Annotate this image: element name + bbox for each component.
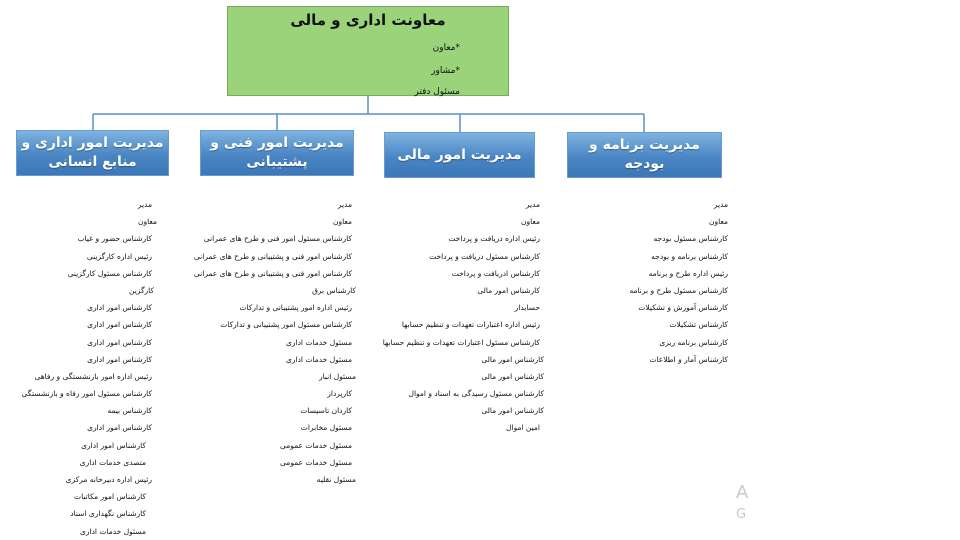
role-item: مسئول انبار <box>318 371 356 381</box>
role-item: کارشناس امور اداری <box>87 354 152 364</box>
dept-box-planning-budget: مدیریت برنامه و بودجه <box>567 132 722 178</box>
role-item: کارشناس مسئول طرح و برنامه <box>629 285 728 295</box>
dept-box-technical-support: مدیریت امور فنی و پشتیبانی <box>200 130 354 176</box>
role-item: کاردان تاسیسات <box>300 406 352 416</box>
role-item: کارشناس مسئول امور فنی و طرح های عمرانی <box>203 234 352 244</box>
role-item: کارپرداز <box>327 389 352 399</box>
role-item: کارشناس نگهداری اسناد <box>70 509 146 519</box>
dept-box-admin-hr: مدیریت امور اداری و منابع انسانی <box>16 130 169 176</box>
role-item: کارشناس مسئول دریافت و پرداخت <box>429 251 540 261</box>
role-item: کارشناس حضور و غیاب <box>77 234 152 244</box>
role-item: کارشناس مسئول امور رفاه و بازنشستگی <box>21 389 152 399</box>
role-item: کارشناس امور اداری <box>87 337 152 347</box>
role-item: کارشناس مسئول بودجه <box>653 234 728 244</box>
role-item: کارشناس مسئول کارگزینی <box>67 268 152 278</box>
role-item: کارشناس امور مالی <box>477 285 540 295</box>
role-item: رئیس اداره امور بازنشستگی و رفاهی <box>34 371 152 381</box>
roles-list-admin-hr <box>21 196 157 540</box>
role-item: کارشناس امور مالی <box>481 406 544 416</box>
role-item: مدیر <box>137 200 152 209</box>
roles-list-financial <box>382 196 544 437</box>
role-item: رئیس اداره دریافت و پرداخت <box>448 234 540 244</box>
role-item: کارشناس برق <box>312 285 356 295</box>
role-item: کارشناس مسئول امور پشتیبانی و تدارکات <box>220 320 352 330</box>
role-item: مسئول خدمات عمومی <box>280 457 352 467</box>
role-item: مدیر <box>525 200 540 209</box>
role-item: کارشناس امور اداری <box>87 303 152 313</box>
dept-box-financial: مدیریت امور مالی <box>384 132 535 178</box>
role-item: کارشناس مسئول اعتبارات تعهدات و تنظیم حسابها <box>382 337 540 347</box>
roles-list-technical-support <box>193 196 356 488</box>
role-item: کارشناس امور مالی <box>481 354 544 364</box>
role-item: کارشناس امور اداری <box>87 423 152 433</box>
role-item: رئیس اداره طرح و برنامه <box>648 268 728 278</box>
role-item: کارشناس امور اداری <box>81 440 146 450</box>
role-item: کارشناس امور اداری <box>87 320 152 330</box>
watermark-line-1: A <box>736 482 749 503</box>
role-item: مسئول خدمات اداری <box>286 354 352 364</box>
role-item: مسئول خدمات اداری <box>80 526 146 536</box>
role-item: کارشناس ادریافت و پرداخت <box>451 268 540 278</box>
role-item: کارشناس بیمه <box>107 406 152 416</box>
role-item: کارشناس مسئول رسیدگی به اسناد و اموال <box>408 389 544 399</box>
role-item: مسئول خدمات اداری <box>286 337 352 347</box>
root-line-advisor: *مشاور <box>431 66 460 76</box>
roles-list-planning-budget <box>629 196 728 368</box>
role-item: مدیر <box>337 200 352 209</box>
root-line-office: مسئول دفتر <box>414 87 460 97</box>
role-item: رئیس اداره کارگزینی <box>86 251 152 261</box>
role-item: کارگزین <box>129 285 154 295</box>
role-item: کارشناس آموزش و تشکیلات <box>638 303 728 313</box>
role-item: رئیس اداره اعتبارات تعهدات و تنظیم حسابها <box>401 320 540 330</box>
role-item: رئیس اداره دبیرخانه مرکزی <box>65 475 152 484</box>
role-item: مسئول مخابرات <box>300 423 352 433</box>
root-title: معاونت اداری و مالی <box>290 11 446 29</box>
role-item: حسابدار <box>514 303 540 313</box>
role-item: کارشناس برنامه ریزی <box>659 337 728 347</box>
role-item: کارشناس آمار و اطلاعات <box>649 354 728 364</box>
role-item: مسئول خدمات عمومی <box>280 440 352 450</box>
role-item: مدیر <box>713 200 728 209</box>
role-item: متصدی خدمات اداری <box>79 457 146 467</box>
watermark-line-2: G <box>736 507 747 522</box>
role-item: کارشناس تشکیلات <box>669 320 728 330</box>
role-item: معاون <box>520 217 540 227</box>
root-line-deputy: *معاون <box>432 43 460 53</box>
role-item: کارشناس امور مالی <box>481 371 544 381</box>
role-item: رئیس اداره امور پشتیبانی و تدارکات <box>239 303 352 313</box>
role-item: امین اموال <box>506 423 540 433</box>
role-item: معاون <box>332 217 352 227</box>
role-item: کارشناس برنامه و بودجه <box>651 251 728 261</box>
role-item: مسئول نقلیه <box>316 475 356 484</box>
root-box <box>227 6 509 96</box>
role-item: کارشناس امور مکاتبات <box>74 492 146 502</box>
role-item: معاون <box>708 217 728 227</box>
role-item: معاون <box>137 217 157 227</box>
role-item: کارشناس امور فنی و پشتیبانی و طرح های عمرانی <box>193 268 352 278</box>
role-item: کارشناس امور فنی و پشتیبانی و طرح های عمرانی <box>193 251 352 261</box>
